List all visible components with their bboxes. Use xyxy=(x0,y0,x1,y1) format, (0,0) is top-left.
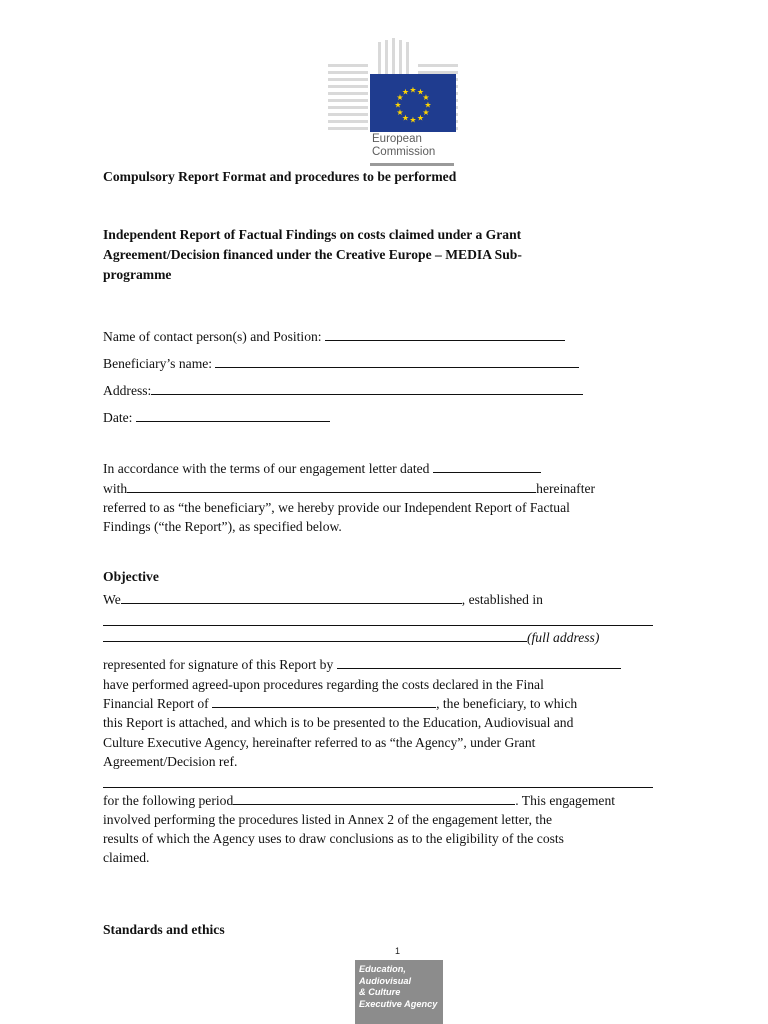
culture-line: Culture Executive Agency, hereinafter referred to as “the Agency”, under Grant xyxy=(103,735,536,750)
agreement-ref-blank[interactable] xyxy=(103,787,653,788)
eacea-line2: Audiovisual xyxy=(359,975,412,986)
period-text-2: . This engagement xyxy=(515,793,616,808)
logo-org-line1: European xyxy=(372,133,422,145)
engagement-date-blank[interactable] xyxy=(433,459,541,473)
claimed-line: claimed. xyxy=(103,850,150,865)
period-text: for the following period xyxy=(103,793,234,808)
contact-label: Name of contact person(s) and Position: xyxy=(103,329,325,344)
logo-underline xyxy=(370,163,454,166)
represented-text: represented for signature of this Report by xyxy=(103,657,337,672)
intro-with: with xyxy=(103,481,128,496)
date-label: Date: xyxy=(103,410,136,425)
svg-text:★: ★ xyxy=(422,93,430,102)
svg-text:★: ★ xyxy=(424,100,432,110)
eacea-line4: Executive Agency xyxy=(359,998,438,1009)
results-line: results of which the Agency uses to draw conclusions as to the eligibility of the costs xyxy=(103,831,564,846)
attached-line: this Report is attached, and which is to be presented to the Education, Audiovisual and xyxy=(103,715,574,730)
intro-text1: In accordance with the terms of our engagement letter dated xyxy=(103,461,433,476)
address-line-blank[interactable] xyxy=(103,625,653,626)
svg-text:★: ★ xyxy=(396,93,404,102)
document-title: Compulsory Report Format and procedures to be performed xyxy=(103,169,457,184)
report-heading-line2: Agreement/Decision financed under the Creative Europe – MEDIA Sub- xyxy=(103,247,522,262)
svg-text:★: ★ xyxy=(401,113,410,123)
svg-text:★: ★ xyxy=(401,87,410,97)
involved-line: involved performing the procedures listed in Annex 2 of the engagement letter, the xyxy=(103,812,553,827)
address-blank[interactable] xyxy=(151,381,583,395)
eacea-line1: Education, xyxy=(359,964,406,974)
svg-text:★: ★ xyxy=(416,113,425,123)
financial-report-text: Financial Report of xyxy=(103,696,213,711)
signatory-blank[interactable] xyxy=(337,655,621,669)
eacea-logo-text xyxy=(359,964,437,1010)
standards-heading: Standards and ethics xyxy=(103,922,225,937)
firm-name-blank[interactable] xyxy=(121,590,462,604)
intro-hereinafter: hereinafter xyxy=(536,481,596,496)
represented-line xyxy=(103,655,621,675)
objective-heading: Objective xyxy=(103,569,159,584)
contact-blank[interactable] xyxy=(325,327,565,341)
svg-text:★: ★ xyxy=(409,115,417,125)
eacea-logo xyxy=(355,960,443,1024)
beneficiary-with-blank[interactable] xyxy=(127,479,536,493)
full-address-blank[interactable] xyxy=(103,628,527,642)
logo-org-name xyxy=(372,133,435,159)
contact-field xyxy=(103,327,565,347)
intro-line4: Findings (“the Report”), as specified below. xyxy=(103,519,342,534)
page-number: 1 xyxy=(395,946,401,956)
period-line xyxy=(103,791,615,811)
svg-text:★: ★ xyxy=(394,100,402,110)
intro-line3: referred to as “the beneficiary”, we hereby provide our Independent Report of Factual xyxy=(103,500,570,515)
period-blank[interactable] xyxy=(233,791,515,805)
intro-line2 xyxy=(103,479,595,499)
agreement-ref-line: Agreement/Decision ref. xyxy=(103,754,238,769)
address-label: Address: xyxy=(103,383,152,398)
report-heading-line3: programme xyxy=(103,267,172,282)
date-blank[interactable] xyxy=(136,408,330,422)
report-heading-line1: Independent Report of Factual Findings on costs claimed under a Grant xyxy=(103,227,522,242)
intro-line1 xyxy=(103,459,541,479)
objective-we-line xyxy=(103,590,543,610)
address-field xyxy=(103,381,583,401)
svg-text:★: ★ xyxy=(422,108,430,117)
financial-report-text-2: , the beneficiary, to which xyxy=(436,696,578,711)
objective-established: , established in xyxy=(461,592,543,607)
full-address-note: (full address) xyxy=(527,630,600,645)
svg-text:★: ★ xyxy=(416,87,425,97)
beneficiary-field xyxy=(103,354,579,374)
date-field xyxy=(103,408,330,428)
svg-text:★: ★ xyxy=(409,85,417,95)
full-address-line xyxy=(103,628,599,648)
objective-we: We xyxy=(103,592,121,607)
beneficiary-blank[interactable] xyxy=(215,354,579,368)
eacea-line3: & Culture xyxy=(359,987,401,997)
performed-line: have performed agreed-upon procedures regarding the costs declared in the Final xyxy=(103,677,544,692)
logo-org-line2: Commission xyxy=(372,146,436,158)
beneficiary-label: Beneficiary’s name: xyxy=(103,356,216,371)
financial-report-line xyxy=(103,694,577,714)
svg-text:★: ★ xyxy=(396,108,404,117)
financial-report-blank[interactable] xyxy=(212,694,436,708)
